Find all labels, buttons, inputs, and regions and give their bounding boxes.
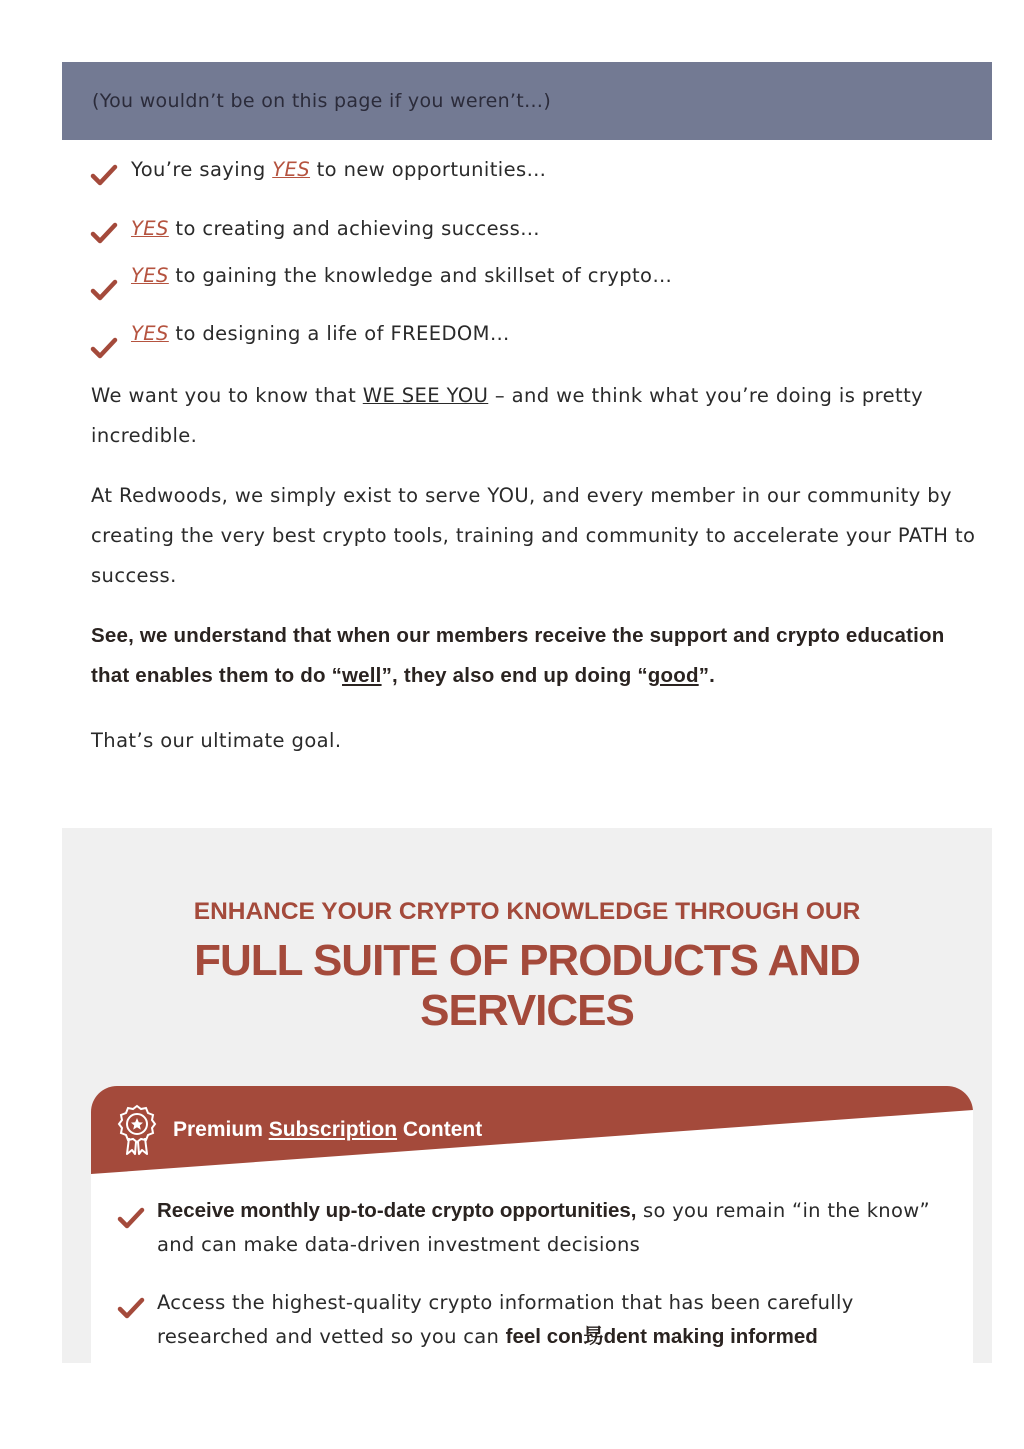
yes-link[interactable]: YES [131,217,169,240]
goal-paragraph: That’s our ultimate goal. [91,729,342,752]
check-icon [90,334,118,362]
checklist-text: to designing a life of FREEDOM… [168,322,510,345]
we-see-you-link[interactable]: WE SEE YOU [362,384,489,407]
checklist-item [131,322,510,345]
award-badge-icon [117,1104,157,1156]
intro-banner [62,62,992,140]
checklist-item [131,217,540,240]
products-title: FULL SUITE OF PRODUCTS AND SERVICES [194,936,860,1035]
well-link[interactable]: well [342,664,382,687]
checklist-text: You’re saying [131,158,273,181]
check-icon [117,1204,145,1232]
we-see-you-paragraph: We want you to know that WE SEE YOU – and we think what you’re doing is pretty incredible. [91,384,924,447]
checklist-text: to gaining the knowledge and skillset of crypto… [168,264,673,287]
check-icon [90,161,118,189]
check-icon [117,1294,145,1322]
checklist-item [131,158,546,181]
check-icon [90,219,118,247]
products-section [62,828,992,1363]
mission-paragraph: See, we understand that when our members receive the support and crypto education that enables them to do “well”, they also end up doing “good”. [91,624,945,687]
subscription-link[interactable]: Subscription [268,1118,398,1141]
card-title: Premium Subscription Content [173,1118,483,1141]
yes-link[interactable]: YES [272,158,311,181]
banner-text: (You wouldn’t be on this page if you weren’t…) [92,90,552,112]
yes-link[interactable]: YES [131,322,169,345]
card-list-item: Access the highest-quality crypto information that has been carefully researched and vetted so you can feel con昮dent making informed [157,1291,854,1348]
good-link[interactable]: good [647,664,699,687]
checklist-item [131,264,672,287]
checklist-text: to creating and achieving success… [168,217,541,240]
products-eyebrow: ENHANCE YOUR CRYPTO KNOWLEDGE THROUGH OUR [193,898,861,925]
premium-subscription-card [91,1086,973,1363]
card-list-item: Receive monthly up-to-date crypto opportunities, so you remain “in the know” and can make data-driven investment decisions [157,1199,930,1256]
card-header [91,1086,973,1174]
redwoods-paragraph: At Redwoods, we simply exist to serve YOU, and every member in our community by creating the very best crypto tools, training and community to accelerate your PATH to success. [91,484,976,587]
checklist-text: to new opportunities… [310,158,547,181]
check-icon [90,276,118,304]
yes-link[interactable]: YES [131,264,169,287]
